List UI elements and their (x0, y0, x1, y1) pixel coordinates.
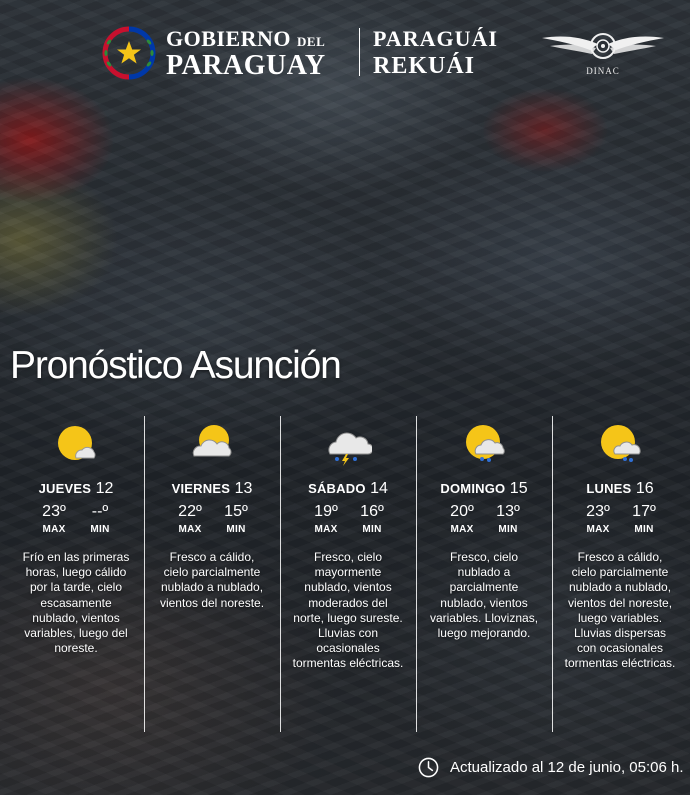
min-temp: 15º (224, 503, 248, 520)
min-temp: 16º (360, 503, 384, 520)
day-name: VIERNES (171, 481, 231, 496)
page-title: Pronóstico Asunción (10, 344, 341, 387)
dinac-label: DINAC (586, 66, 620, 76)
day-date: 16 (635, 480, 654, 497)
min-label: MIN (90, 524, 110, 535)
forecast-description: Fresco a cálido, cielo parcialmente nublado a nublado, vientos del noreste. (159, 550, 265, 610)
storm-cloud-icon (326, 420, 372, 466)
min-temp: 17º (632, 503, 656, 520)
last-updated (418, 757, 684, 778)
gov-title-small: DEL (297, 34, 326, 49)
min-label: MIN (226, 524, 246, 535)
paraguay-government-emblem-icon (100, 26, 158, 80)
last-updated-text: Actualizado al 12 de junio, 05:06 h. (450, 759, 684, 776)
day-heading (8, 480, 144, 498)
max-temp: 19º (314, 503, 338, 520)
max-temp: 20º (450, 503, 474, 520)
partly-cloudy-icon (190, 420, 236, 466)
sun-rain-icon (598, 420, 644, 466)
header-divider (359, 28, 360, 76)
forecast-day (416, 416, 552, 732)
forecast-day (280, 416, 416, 732)
day-date: 15 (509, 480, 528, 497)
slogan-line1: PARAGUÁI (373, 26, 498, 51)
day-date: 14 (370, 480, 388, 497)
forecast-day (144, 416, 280, 732)
gov-title-country: PARAGUAY (166, 50, 326, 81)
max-temp: 22º (178, 503, 202, 520)
max-temp: 23º (42, 503, 66, 520)
day-name: SÁBADO (308, 481, 366, 496)
min-label: MIN (362, 524, 382, 535)
government-wordmark (166, 28, 326, 80)
forecast-description: Frío en las primeras horas, luego cálido por la tarde, cielo escasamente nublado, vientos variables, luego del noreste. (22, 550, 130, 656)
day-heading (416, 480, 552, 498)
forecast-grid (8, 416, 690, 732)
slogan-line2: REKUÁI (373, 53, 476, 79)
max-label: MAX (450, 524, 474, 535)
min-temp: --º (91, 503, 109, 520)
day-name: JUEVES (38, 481, 92, 496)
sun-cloud-icon (54, 420, 100, 466)
max-label: MAX (314, 524, 338, 535)
dinac-logo (540, 26, 666, 78)
day-heading (280, 480, 416, 498)
slogan-wordmark (373, 28, 498, 78)
forecast-description: Fresco, cielo mayormente nublado, vientos moderados del norte, luego sureste. Lluvias con ocasionales tormentas eléctricas. (292, 550, 404, 671)
max-label: MAX (178, 524, 202, 535)
day-heading (144, 480, 280, 498)
max-temp: 23º (586, 503, 610, 520)
forecast-description: Fresco, cielo nublado a parcialmente nublado, vientos variables. Lloviznas, luego mejorando. (429, 550, 539, 641)
gov-title-main: GOBIERNO (166, 26, 292, 51)
max-label: MAX (42, 524, 66, 535)
forecast-day (552, 416, 688, 732)
site-header (0, 24, 690, 84)
forecast-description: Fresco a cálido, cielo parcialmente nublado a nublado, vientos del noreste, luego variables. Lluvias dispersas con ocasionales tormentas eléctricas. (564, 550, 676, 671)
max-label: MAX (586, 524, 610, 535)
sun-rain-icon (462, 420, 508, 466)
min-label: MIN (634, 524, 654, 535)
min-label: MIN (498, 524, 518, 535)
forecast-day (8, 416, 144, 732)
min-temp: 13º (496, 503, 520, 520)
day-heading (552, 480, 688, 498)
day-name: DOMINGO (440, 481, 506, 496)
day-date: 12 (95, 480, 114, 497)
day-name: LUNES (586, 481, 632, 496)
dinac-wings-icon (540, 26, 666, 66)
clock-icon (418, 757, 439, 778)
day-date: 13 (234, 480, 253, 497)
